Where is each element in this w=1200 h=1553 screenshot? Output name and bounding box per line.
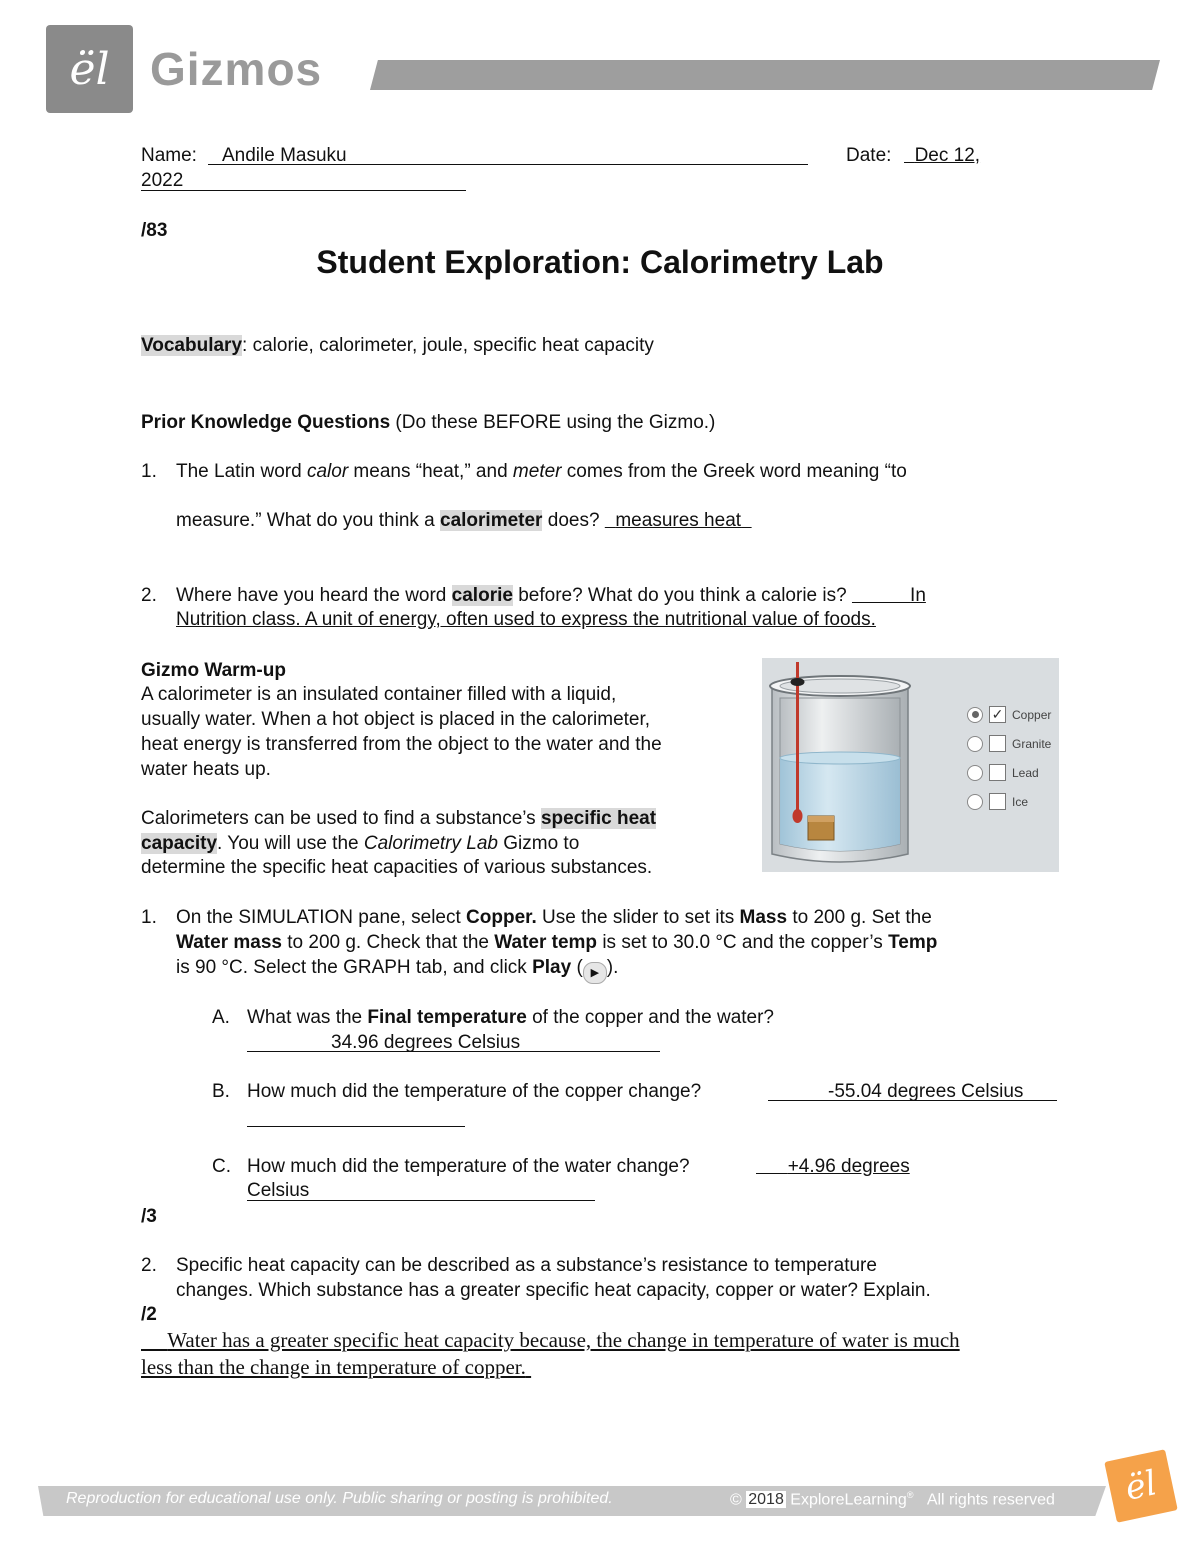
play-icon: ▶: [583, 962, 607, 984]
q1-text-d: measure.” What do you think a: [176, 510, 441, 531]
p2-text-b: . You will use the: [217, 833, 364, 854]
qa-text-b: of the copper and the water?: [526, 1007, 774, 1028]
checkbox-icon[interactable]: [989, 793, 1006, 810]
q2-answer-line2: [141, 1355, 531, 1380]
q1-answer-text: measures heat: [615, 510, 742, 531]
q1-l2-b: is set to 30.0 °C and the copper’s: [597, 932, 889, 953]
q2-answer-line1: [141, 1328, 960, 1353]
qb-question: How much did the temperature of the copper change?: [247, 1081, 702, 1102]
q1-text-e: does?: [542, 510, 600, 531]
q1-play: Play: [532, 957, 572, 978]
substance-options: [967, 700, 1051, 816]
option-label-granite: Granite: [1012, 736, 1052, 751]
footer-copyright: [730, 1490, 1055, 1509]
activity-q1-line3: [176, 955, 618, 984]
score-3: /3: [141, 1206, 157, 1227]
logo-glyph: ël: [69, 43, 110, 95]
q2-text-a: Where have you heard the word: [176, 585, 452, 606]
q1-text-c: comes from the Greek word meaning “to: [561, 461, 907, 482]
qc-answer-2: Celsius: [247, 1180, 310, 1201]
radio-selected-icon: [972, 711, 979, 718]
prior-heading-text: Prior Knowledge Questions: [141, 412, 391, 433]
radio-icon[interactable]: [967, 707, 983, 723]
checkbox-checked-icon[interactable]: ✓: [989, 706, 1006, 723]
qc-answer-1: [756, 1154, 910, 1179]
prior-heading-note: (Do these BEFORE using the Gizmo.): [390, 412, 716, 433]
name-field: [208, 143, 808, 165]
q1-l3-b: (: [571, 957, 583, 978]
page-title: Student Exploration: Calorimetry Lab: [316, 244, 884, 280]
qb-letter: B.: [212, 1081, 230, 1102]
qc-answer-field: [247, 1178, 595, 1201]
warmup-p2-line3: determine the specific heat capacities of various substances.: [141, 857, 653, 878]
checkbox-icon[interactable]: [989, 764, 1006, 781]
radio-icon[interactable]: [967, 765, 983, 781]
q1-temp: Temp: [888, 932, 938, 953]
calorimeter-figure: [762, 658, 1059, 872]
option-label-lead: Lead: [1012, 765, 1039, 780]
q1-water-mass: Water mass: [176, 932, 282, 953]
date-text-1: Dec 12,: [914, 145, 981, 166]
qb-answer-field: [768, 1079, 1057, 1101]
q1-mass: Mass: [739, 907, 788, 928]
prior-q2-line1: [176, 583, 926, 608]
date-value-2: 2022: [141, 170, 184, 191]
warmup-p2-line2: [141, 831, 579, 856]
score-2: /2: [141, 1304, 157, 1325]
p2-term-2: capacity: [141, 833, 218, 854]
radio-icon[interactable]: [967, 736, 983, 752]
option-lead[interactable]: [967, 758, 1051, 787]
q1-l3-a: is 90 °C. Select the GRAPH tab, and click: [176, 957, 533, 978]
qa-letter: A.: [212, 1007, 230, 1028]
vocabulary-terms: : calorie, calorimeter, joule, specific heat capacity: [242, 335, 654, 356]
qb-answer-line: [247, 1126, 465, 1127]
score-total: /83: [141, 220, 168, 241]
brand-name: Gizmos: [150, 43, 323, 95]
activity-q2-line2: changes. Which substance has a greater specific heat capacity, copper or water? Explain.: [176, 1280, 931, 1301]
registered-mark: ®: [906, 1490, 914, 1500]
warmup-heading: Gizmo Warm-up: [141, 660, 286, 681]
qb-answer: -55.04 degrees Celsius: [828, 1081, 1024, 1102]
prior-q1-line1: [176, 459, 907, 484]
qa-answer: 34.96 degrees Celsius: [331, 1032, 521, 1053]
p2-term-1: specific heat: [540, 808, 657, 829]
option-granite[interactable]: [967, 729, 1051, 758]
qa-text-a: What was the: [247, 1007, 368, 1028]
option-label-ice: Ice: [1012, 794, 1029, 809]
prior-heading: [141, 410, 715, 435]
q1-l2-a: to 200 g. Check that the: [281, 932, 495, 953]
option-label-copper: Copper: [1012, 707, 1052, 722]
qc-letter: C.: [212, 1156, 231, 1177]
warmup-p1-line2: usually water. When a hot object is placed in the calorimeter,: [141, 709, 651, 730]
qc-question: How much did the temperature of the water change?: [247, 1156, 690, 1177]
q1-meter: meter: [512, 461, 562, 482]
date-field-2: [141, 168, 466, 191]
q1-term: calorimeter: [440, 510, 543, 531]
q1-calor: calor: [306, 461, 349, 482]
activity-q1-line2: [176, 930, 937, 955]
option-ice[interactable]: [967, 787, 1051, 816]
warmup-p1-line4: water heats up.: [141, 759, 271, 780]
explorelearning-logo-icon: [1104, 1449, 1178, 1523]
vocabulary-line: [141, 333, 654, 358]
q1-text-a: The Latin word: [176, 461, 307, 482]
qc-answer-1-text: +4.96 degrees: [787, 1156, 910, 1177]
warmup-p1-line3: heat energy is transferred from the object to the water and the: [141, 734, 662, 755]
p2-text-a: Calorimeters can be used to find a substance’s: [141, 808, 541, 829]
q1-l1-c: to 200 g. Set the: [787, 907, 932, 928]
option-copper[interactable]: [967, 700, 1051, 729]
activity-q1-line1: [176, 905, 932, 930]
footer-logo-glyph: ël: [1121, 1463, 1161, 1509]
qa-answer-field: [247, 1030, 660, 1052]
q2-term: calorie: [451, 585, 513, 606]
prior-q2-number: 2.: [141, 585, 157, 606]
header-bar: [370, 60, 1160, 90]
prior-q1-line2: [176, 508, 752, 533]
q1-answer: [605, 510, 752, 531]
qa-term: Final temperature: [367, 1007, 527, 1028]
activity-q2-line1: Specific heat capacity can be described as a substance’s resistance to temperature: [176, 1255, 877, 1276]
q2-answer-1: [852, 585, 926, 606]
q2-text-b: before? What do you think a calorie is?: [512, 585, 847, 606]
q2-answer-1-text: In: [910, 585, 926, 606]
footer-notice: Reproduction for educational use only. Public sharing or posting is prohibited.: [66, 1490, 613, 1507]
q2-answer-2: less than the change in temperature of copper.: [141, 1355, 526, 1379]
q1-water-temp: Water temp: [494, 932, 598, 953]
warmup-p2-line1: [141, 806, 656, 831]
qa-question: [247, 1005, 774, 1030]
q2-answer-1: Water has a greater specific heat capacity because, the change in temperature of water is much: [167, 1328, 960, 1352]
q1-l3-c: ).: [606, 957, 619, 978]
q2-answer-2: Nutrition class. A unit of energy, often used to express the nutritional value of foods.: [176, 609, 876, 630]
rights-text: All rights reserved: [926, 1491, 1055, 1509]
checkbox-icon[interactable]: [989, 735, 1006, 752]
q1-l1-a: On the SIMULATION pane, select: [176, 907, 467, 928]
copyright-symbol: ©: [730, 1491, 742, 1509]
p2-text-c: Gizmo to: [497, 833, 580, 854]
p2-gizmo-name: Calorimetry Lab: [363, 833, 498, 854]
gizmos-logo-icon: [46, 25, 133, 113]
company-name: ExploreLearning: [790, 1491, 907, 1509]
q1-l1-b: Use the slider to set its: [536, 907, 740, 928]
q1-copper: Copper.: [466, 907, 537, 928]
activity-q1-number: 1.: [141, 907, 157, 928]
date-value-1: [904, 143, 980, 168]
warmup-p1-line1: A calorimeter is an insulated container filled with a liquid,: [141, 684, 617, 705]
name-label: Name:: [141, 145, 197, 166]
activity-q2-number: 2.: [141, 1255, 157, 1276]
radio-icon[interactable]: [967, 794, 983, 810]
date-label: Date:: [846, 145, 892, 166]
q1-text-b: means “heat,” and: [348, 461, 513, 482]
copyright-year: 2018: [748, 1491, 784, 1509]
prior-q1-number: 1.: [141, 461, 157, 482]
name-value: Andile Masuku: [222, 145, 347, 166]
vocabulary-label: Vocabulary: [141, 335, 243, 356]
